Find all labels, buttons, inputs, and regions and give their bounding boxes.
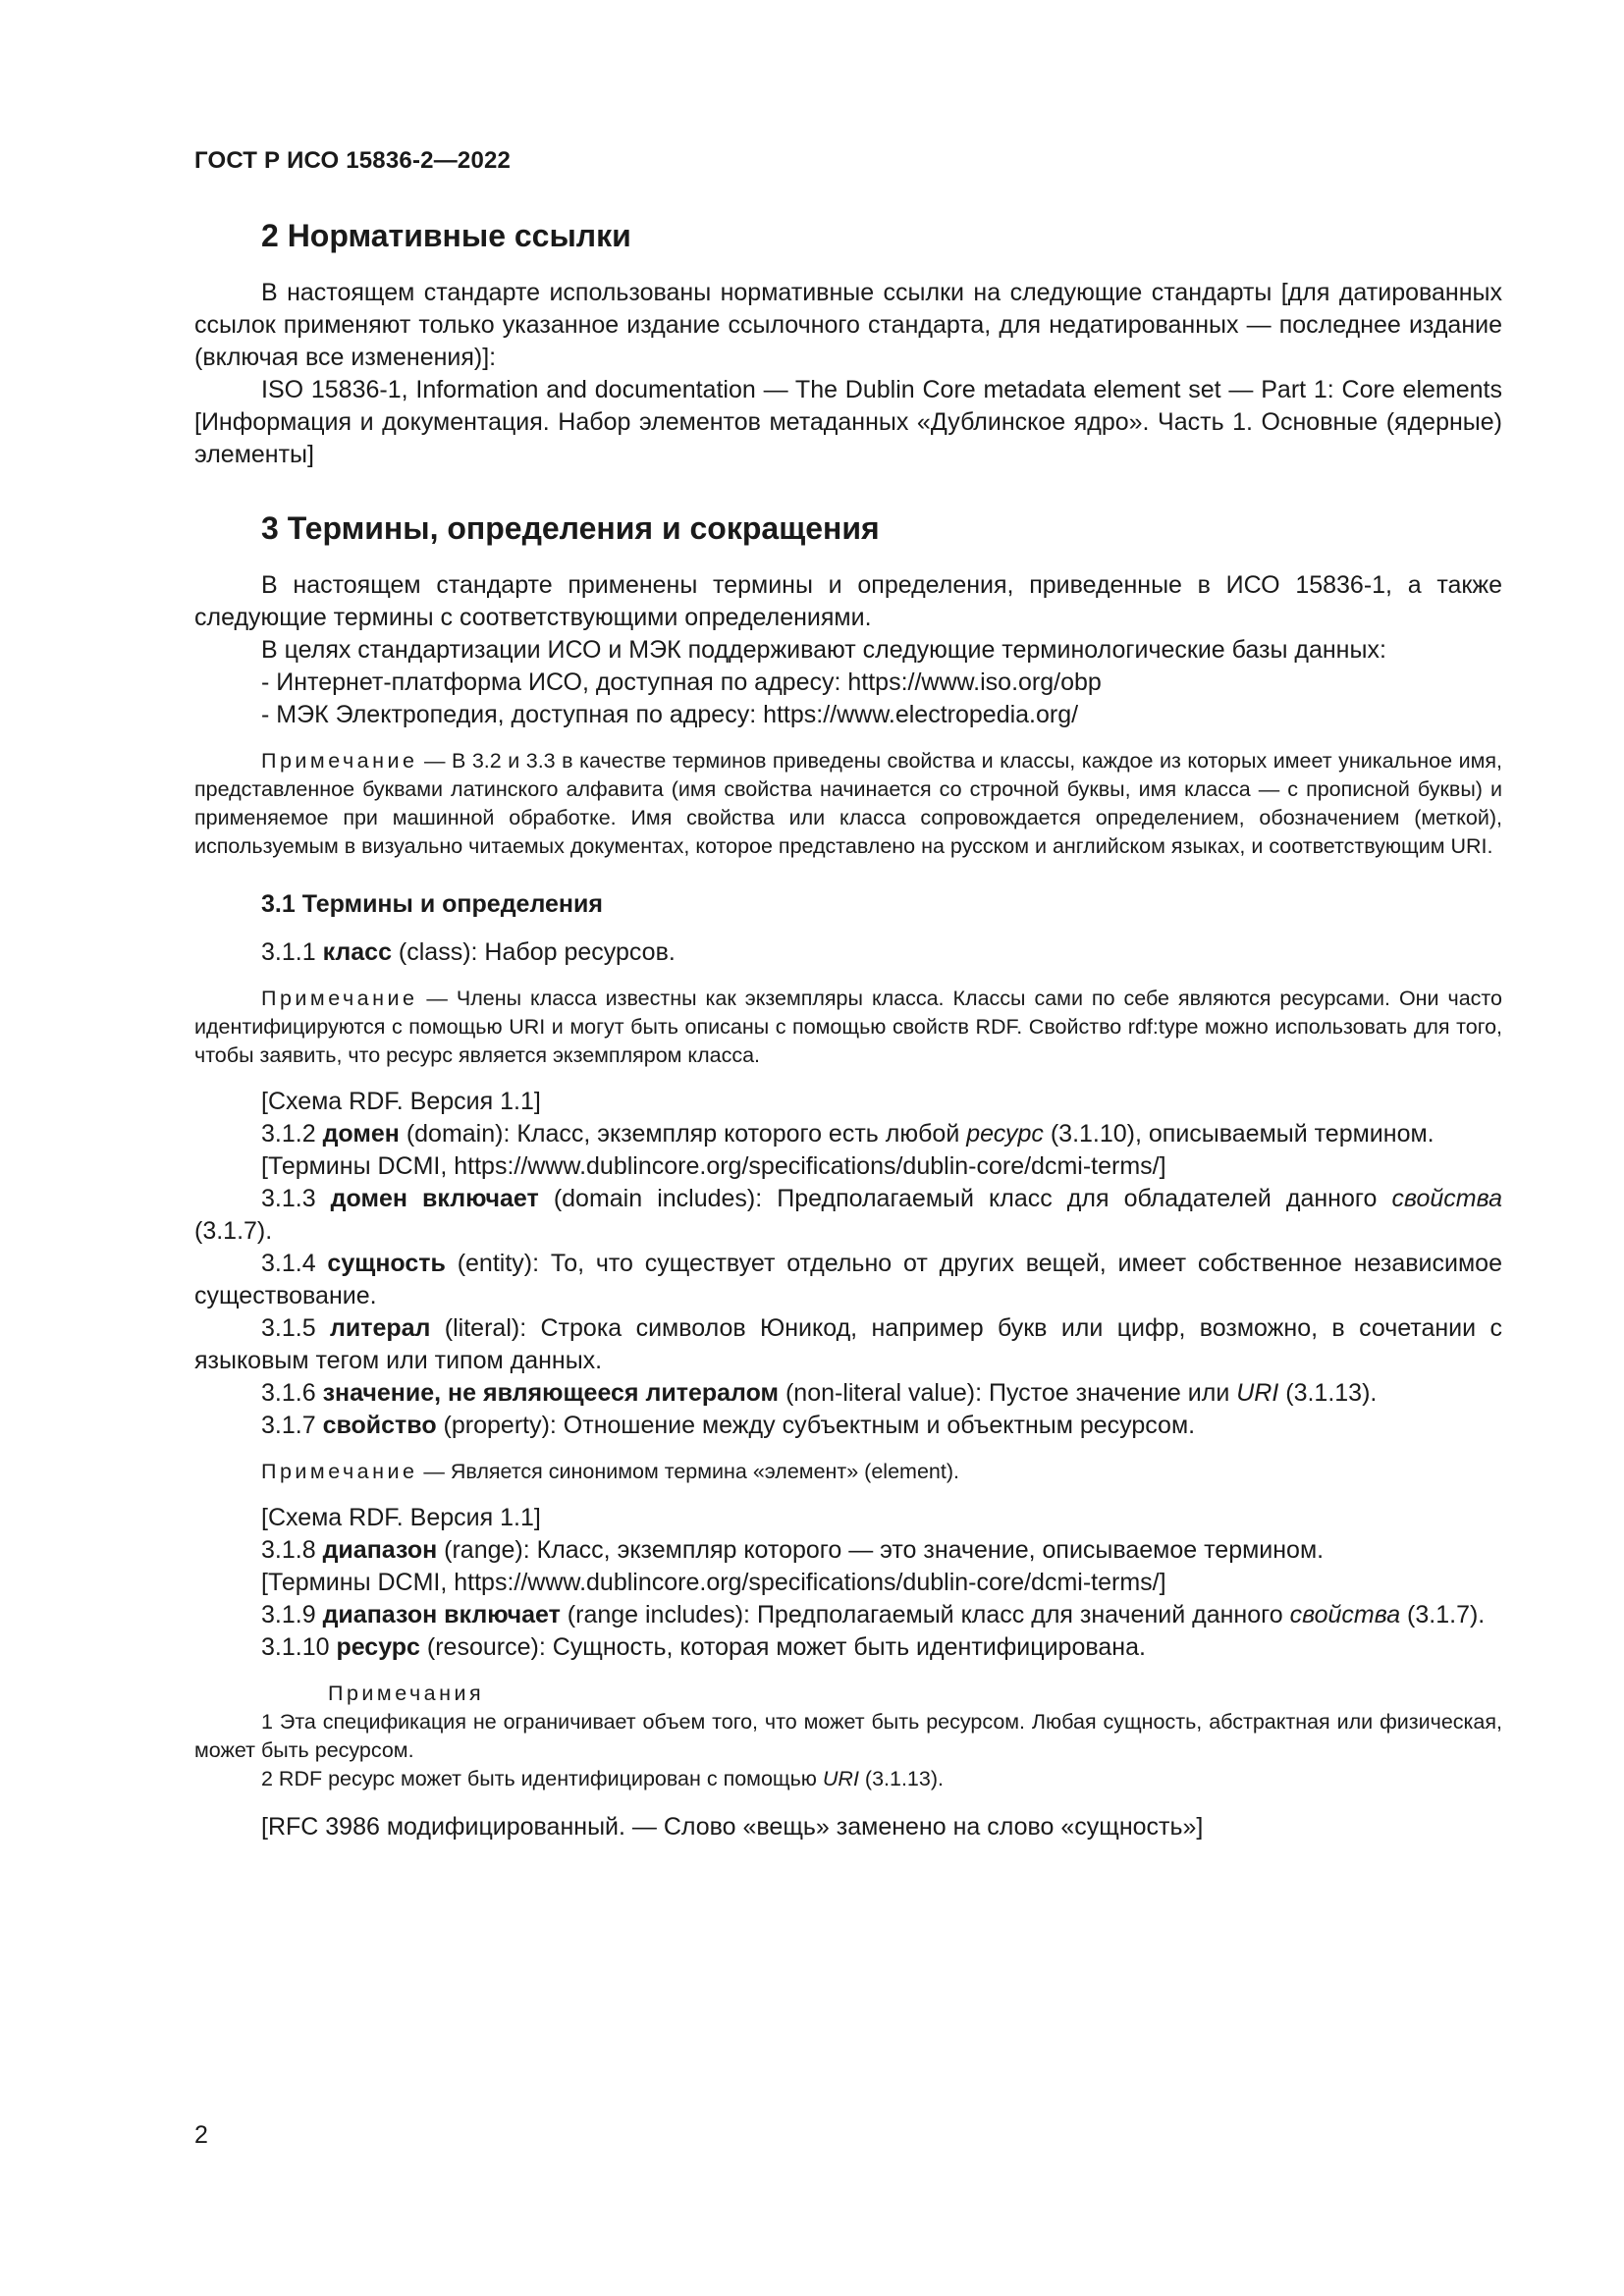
term-3-1-1-note: Примечание — Члены класса известны как экземпляры класса. Классы сами по себе являются ресурсами. Они часто идентифицируются с помощью URI и могут быть описаны с помощью свойств RDF. Свойство rdf:type можно использовать для того, чтобы заявить, что ресурс является экземпляром класса. bbox=[194, 987, 1502, 1067]
document-body bbox=[194, 216, 1502, 1843]
term-3-1-10-source: [RFC 3986 модифицированный. — Слово «вещь» заменено на слово «сущность»] bbox=[261, 1813, 1204, 1841]
section-3-electropedia: - МЭК Электропедия, доступная по адресу: https://www.electropedia.org/ bbox=[261, 701, 1079, 728]
section-3-databases: В целях стандартизации ИСО и МЭК поддерживают следующие терминологические базы данных: bbox=[261, 636, 1386, 664]
term-3-1-9: 3.1.9 диапазон включает (range includes): Предполагаемый класс для значений данного свойства (3.1.7). bbox=[261, 1601, 1486, 1629]
section-3-iso-obp: - Интернет-платформа ИСО, доступная по адресу: https://www.iso.org/obp bbox=[261, 668, 1102, 696]
term-name: диапазон включает bbox=[322, 1601, 561, 1629]
term-3-1-10-note-2: 2 RDF ресурс может быть идентифицирован с помощью URI (3.1.13). bbox=[261, 1767, 944, 1790]
term-3-1-1: 3.1.1 класс (class): Набор ресурсов. bbox=[261, 938, 676, 966]
term-3-1-1-source: [Схема RDF. Версия 1.1] bbox=[261, 1088, 541, 1115]
section-3-note bbox=[194, 747, 1502, 861]
term-name: сущность bbox=[327, 1250, 446, 1277]
term-name: свойство bbox=[322, 1412, 437, 1439]
note-label: Примечание bbox=[261, 1460, 418, 1483]
section-3-paragraph: В настоящем стандарте применены термины и определения, приведенные в ИСО 15836-1, а также следующие термины с соответствующими определениями. bbox=[194, 571, 1502, 631]
term-3-1-3: 3.1.3 домен включает (domain includes): Предполагаемый класс для обладателей данного свойства (3.1.7). bbox=[194, 1185, 1502, 1245]
section-3-1-title: 3.1 Термины и определения bbox=[261, 890, 603, 918]
term-name: домен bbox=[322, 1120, 400, 1148]
term-name: ресурс bbox=[336, 1633, 420, 1661]
term-3-1-2: 3.1.2 домен (domain): Класс, экземпляр которого есть любой ресурс (3.1.10), описываемый термином. bbox=[261, 1120, 1435, 1148]
term-3-1-10-notes-label: Примечания bbox=[328, 1682, 485, 1705]
page-number: 2 bbox=[194, 2121, 208, 2149]
term-name: литерал bbox=[329, 1314, 431, 1342]
term-3-1-8-source: [Термины DCMI, https://www.dublincore.org/specifications/dublin-core/dcmi-terms/] bbox=[261, 1569, 1166, 1596]
term-3-1-7-note: Примечание — Является синонимом термина «элемент» (element). bbox=[261, 1460, 959, 1483]
document-header: ГОСТ Р ИСО 15836-2—2022 bbox=[194, 147, 512, 174]
section-2-reference: ISO 15836-1, Information and documentation — The Dublin Core metadata element set — Part 1: Core elements [Информация и документация. Набор элементов метаданных «Дублинское ядро». Часть 1. Основные (ядерные) элементы] bbox=[194, 376, 1502, 468]
term-name: класс bbox=[322, 938, 392, 966]
note-label: Примечание bbox=[261, 749, 418, 773]
term-3-1-5: 3.1.5 литерал (literal): Строка символов Юникод, например букв или цифр, возможно, в сочетании с языковым тегом или типом данных. bbox=[194, 1314, 1502, 1374]
term-3-1-2-source: [Термины DCMI, https://www.dublincore.org/specifications/dublin-core/dcmi-terms/] bbox=[261, 1152, 1166, 1180]
section-2-paragraph: В настоящем стандарте использованы нормативные ссылки на следующие стандарты [для датированных ссылок применяют только указанное издание ссылочного стандарта, для недатированных — последнее издание (включая все изменения)]: bbox=[194, 279, 1502, 371]
term-name: значение, не являющееся литералом bbox=[322, 1379, 780, 1407]
note-label: Примечание bbox=[261, 987, 418, 1010]
term-3-1-6: 3.1.6 значение, не являющееся литералом (non-literal value): Пустое значение или URI (3.1.13). bbox=[261, 1379, 1378, 1407]
section-2-title: 2 Нормативные ссылки bbox=[261, 218, 631, 253]
term-3-1-7: 3.1.7 свойство (property): Отношение между субъектным и объектным ресурсом. bbox=[261, 1412, 1196, 1439]
term-name: домен включает bbox=[330, 1185, 539, 1212]
note-text: — В 3.2 и 3.3 в качестве терминов приведены свойства и классы, каждое из которых имеет уникальное имя, представленное буквами латинского алфавита (имя свойства начинается со строчной буквы, имя класса — с прописной буквы) и применяемое при машинной обработке. Имя свойства или класса сопровождается определением, обозначением (меткой), используемым в визуально читаемых документах, которое представлено на русском и английском языках, и соответствующим URI. bbox=[194, 749, 1502, 858]
section-3-title: 3 Термины, определения и сокращения bbox=[261, 510, 880, 546]
term-3-1-8: 3.1.8 диапазон (range): Класс, экземпляр которого — это значение, описываемое термином. bbox=[261, 1536, 1325, 1564]
term-name: диапазон bbox=[322, 1536, 438, 1564]
term-3-1-4: 3.1.4 сущность (entity): То, что существует отдельно от других вещей, имеет собственное независимое существование. bbox=[194, 1250, 1502, 1309]
term-3-1-10: 3.1.10 ресурс (resource): Сущность, которая может быть идентифицирована. bbox=[261, 1633, 1146, 1661]
term-3-1-10-note-1: 1 Эта спецификация не ограничивает объем того, что может быть ресурсом. Любая сущность, абстрактная или физическая, может быть ресурсом. bbox=[194, 1710, 1502, 1762]
term-3-1-7-source: [Схема RDF. Версия 1.1] bbox=[261, 1504, 541, 1531]
